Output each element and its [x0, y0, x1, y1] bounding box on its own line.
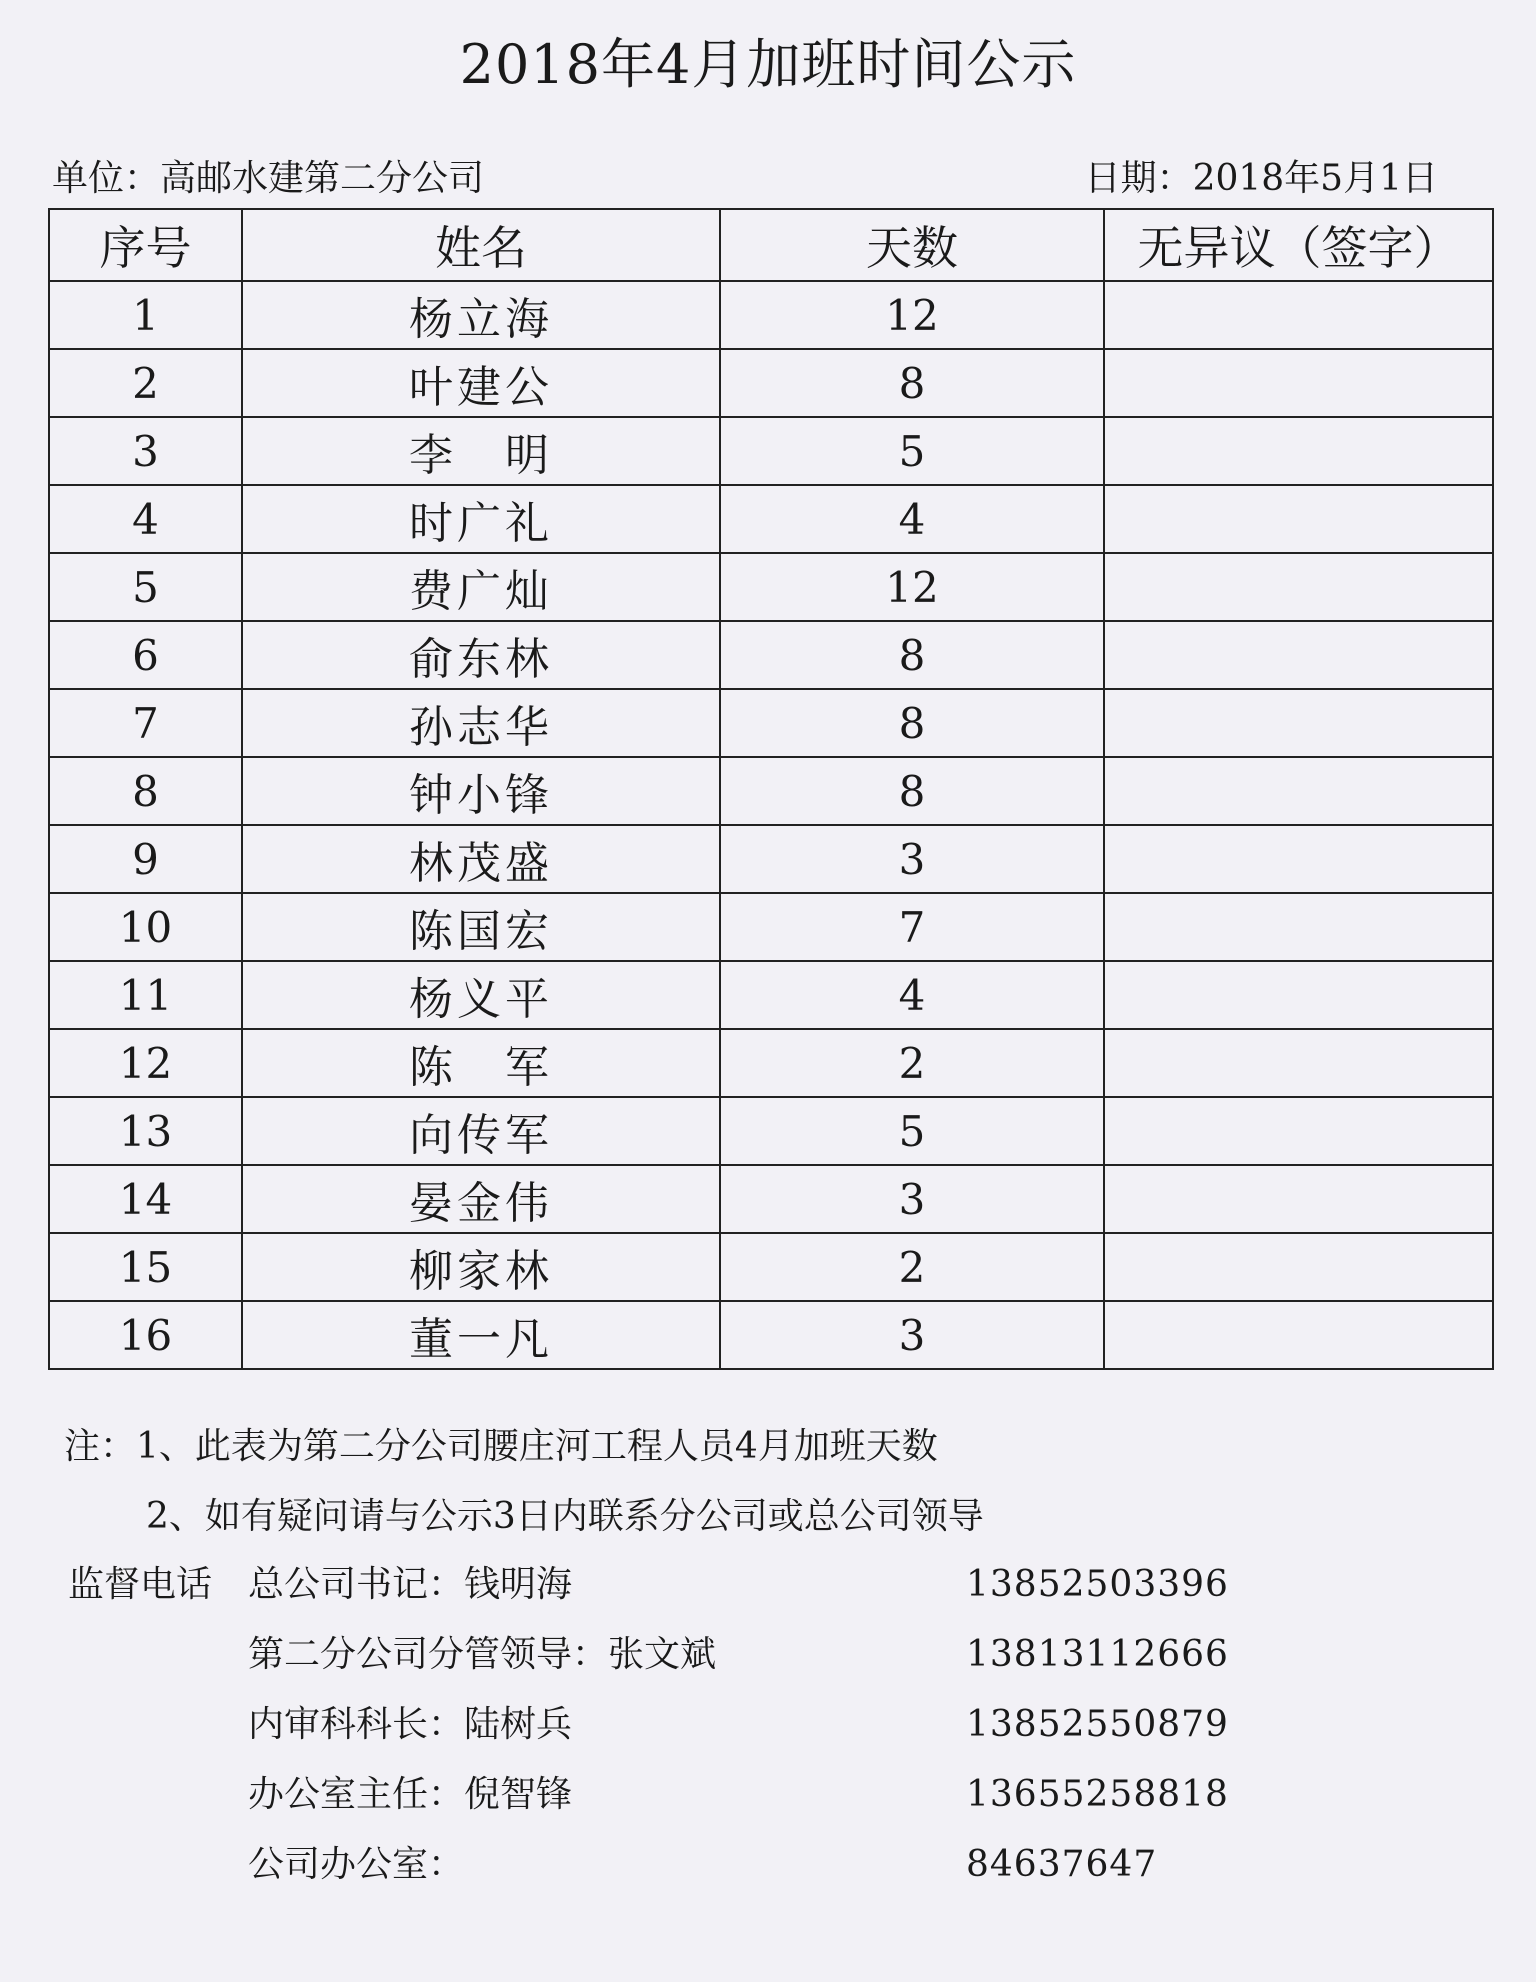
contact-row	[68, 1690, 1468, 1760]
cell-days: 8	[720, 757, 1104, 825]
header-name: 姓名	[242, 209, 720, 281]
cell-days: 8	[720, 349, 1104, 417]
contact-role: 总公司书记：钱明海	[248, 1564, 573, 1605]
cell-name: 林茂盛	[242, 825, 720, 893]
contact-role: 第二分公司分管领导：张文斌	[248, 1634, 717, 1675]
cell-sign	[1104, 961, 1493, 1029]
cell-name: 时广礼	[242, 485, 720, 553]
cell-name: 陈 军	[242, 1029, 720, 1097]
header-no: 序号	[49, 209, 242, 281]
cell-no: 11	[49, 961, 242, 1029]
table-row	[49, 349, 1493, 417]
contact-role: 内审科科长：陆树兵	[248, 1704, 573, 1745]
cell-no: 8	[49, 757, 242, 825]
cell-sign	[1104, 1233, 1493, 1301]
cell-name: 俞东林	[242, 621, 720, 689]
cell-sign	[1104, 825, 1493, 893]
contact-row	[68, 1760, 1468, 1830]
contact-phone: 13852503396	[966, 1564, 1229, 1605]
cell-name: 向传军	[242, 1097, 720, 1165]
date-label: 日期：2018年5月1日	[1084, 158, 1438, 199]
cell-name: 孙志华	[242, 689, 720, 757]
table-row	[49, 281, 1493, 349]
header-sign: 无异议（签字）	[1104, 209, 1493, 281]
note-2: 2、如有疑问请与公示3日内联系分公司或总公司领导	[146, 1496, 984, 1537]
contact-row	[68, 1620, 1468, 1690]
cell-sign	[1104, 553, 1493, 621]
cell-sign	[1104, 621, 1493, 689]
table-header-row	[49, 209, 1493, 281]
cell-no: 4	[49, 485, 242, 553]
contacts-label: 监督电话	[68, 1564, 213, 1605]
table-row	[49, 1233, 1493, 1301]
table-row	[49, 621, 1493, 689]
cell-days: 5	[720, 417, 1104, 485]
cell-sign	[1104, 893, 1493, 961]
cell-days: 3	[720, 1165, 1104, 1233]
cell-no: 13	[49, 1097, 242, 1165]
cell-no: 3	[49, 417, 242, 485]
cell-days: 3	[720, 1301, 1104, 1369]
cell-no: 2	[49, 349, 242, 417]
notes	[64, 1412, 984, 1552]
cell-no: 12	[49, 1029, 242, 1097]
cell-days: 3	[720, 825, 1104, 893]
table-row	[49, 961, 1493, 1029]
cell-name: 柳家林	[242, 1233, 720, 1301]
cell-sign	[1104, 1165, 1493, 1233]
cell-days: 2	[720, 1233, 1104, 1301]
cell-name: 陈国宏	[242, 893, 720, 961]
contact-row	[68, 1550, 1468, 1620]
cell-sign	[1104, 689, 1493, 757]
cell-no: 10	[49, 893, 242, 961]
cell-no: 1	[49, 281, 242, 349]
contact-role: 办公室主任：倪智锋	[248, 1774, 573, 1815]
header-days: 天数	[720, 209, 1104, 281]
page-title: 2018年4月加班时间公示	[459, 33, 1077, 96]
table-row	[49, 689, 1493, 757]
table-row	[49, 825, 1493, 893]
cell-days: 4	[720, 485, 1104, 553]
cell-name: 杨立海	[242, 281, 720, 349]
cell-days: 12	[720, 553, 1104, 621]
table-row	[49, 1301, 1493, 1369]
cell-sign	[1104, 757, 1493, 825]
cell-name: 叶建公	[242, 349, 720, 417]
cell-sign	[1104, 1097, 1493, 1165]
table-row	[49, 893, 1493, 961]
cell-sign	[1104, 1301, 1493, 1369]
table-row	[49, 1097, 1493, 1165]
cell-sign	[1104, 349, 1493, 417]
supervision-contacts	[68, 1550, 1468, 1900]
contact-phone: 13813112666	[966, 1634, 1229, 1675]
cell-name: 董一凡	[242, 1301, 720, 1369]
cell-days: 8	[720, 689, 1104, 757]
cell-no: 14	[49, 1165, 242, 1233]
cell-name: 杨义平	[242, 961, 720, 1029]
cell-name: 费广灿	[242, 553, 720, 621]
cell-days: 7	[720, 893, 1104, 961]
contact-phone: 13655258818	[966, 1774, 1229, 1815]
cell-sign	[1104, 417, 1493, 485]
cell-no: 5	[49, 553, 242, 621]
table-row	[49, 1029, 1493, 1097]
contact-row	[68, 1830, 1468, 1900]
table-row	[49, 553, 1493, 621]
table-row	[49, 485, 1493, 553]
unit-label: 单位：高邮水建第二分公司	[52, 158, 485, 199]
cell-no: 6	[49, 621, 242, 689]
cell-days: 12	[720, 281, 1104, 349]
cell-no: 15	[49, 1233, 242, 1301]
cell-name: 李 明	[242, 417, 720, 485]
cell-sign	[1104, 281, 1493, 349]
contact-role: 公司办公室：	[248, 1844, 465, 1885]
contact-phone: 84637647	[966, 1844, 1158, 1885]
note-1: 注：1、此表为第二分公司腰庄河工程人员4月加班天数	[64, 1426, 938, 1467]
cell-sign	[1104, 485, 1493, 553]
cell-no: 16	[49, 1301, 242, 1369]
cell-no: 9	[49, 825, 242, 893]
cell-days: 4	[720, 961, 1104, 1029]
table-row	[49, 1165, 1493, 1233]
contact-phone: 13852550879	[966, 1704, 1229, 1745]
cell-sign	[1104, 1029, 1493, 1097]
overtime-table	[48, 208, 1494, 1370]
cell-name: 晏金伟	[242, 1165, 720, 1233]
cell-days: 2	[720, 1029, 1104, 1097]
cell-name: 钟小锋	[242, 757, 720, 825]
table-row	[49, 757, 1493, 825]
cell-days: 5	[720, 1097, 1104, 1165]
table-row	[49, 417, 1493, 485]
cell-days: 8	[720, 621, 1104, 689]
cell-no: 7	[49, 689, 242, 757]
